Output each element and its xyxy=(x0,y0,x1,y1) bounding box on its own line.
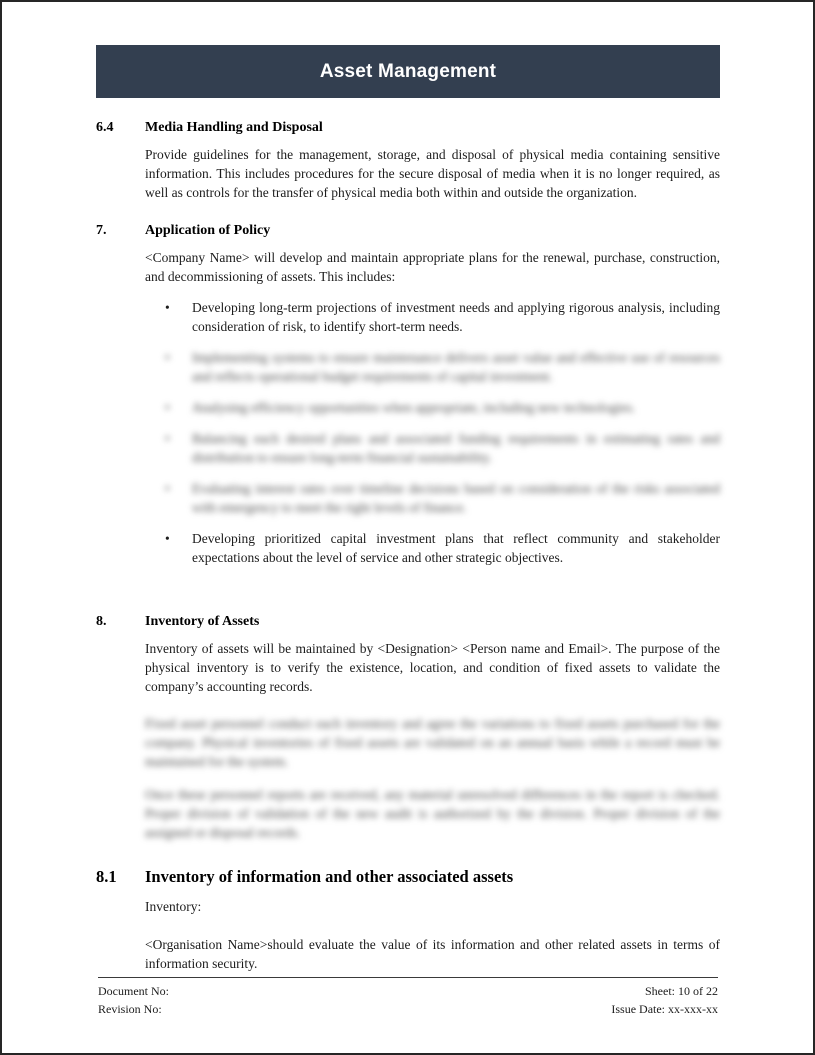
policy-bullet-list xyxy=(96,298,720,567)
section-heading xyxy=(96,118,720,137)
page-title: Asset Management xyxy=(319,60,497,82)
bullet-text-redacted: Balancing each desired plans and associated funding requirements in estimating rates and distribution to ensure long-term financial sustainability. xyxy=(192,431,720,465)
title-banner xyxy=(96,45,720,98)
section-inventory-of-information xyxy=(96,866,720,973)
bullet-icon: • xyxy=(165,481,170,496)
bullet-icon: • xyxy=(165,531,170,546)
section-media-handling xyxy=(96,118,720,202)
section-body: Inventory of assets will be maintained by <Designation> <Person name and Email>. The purpose of the physical inventory is to verify the existence, location, and condition of fixed assets to validate the company’s accounting records. xyxy=(145,641,720,694)
section-number: 6.4 xyxy=(96,120,114,135)
section-title: Inventory of Assets xyxy=(145,614,260,629)
revision-no-label: Revision No: xyxy=(98,1002,162,1016)
section-number: 8.1 xyxy=(96,867,117,886)
section-heading xyxy=(96,612,720,631)
footer-left xyxy=(98,982,169,1018)
redacted-paragraph: Once these personnel reports are received, any material unresolved differences in the report is checked. Proper division of validation of the new audit is authorized by the division. Proper division of the assigned or disposal records. xyxy=(145,787,720,840)
bullet-text: Developing prioritized capital investment plans that reflect community and stakeholder expectations about the level of service and other strategic objectives. xyxy=(192,531,720,565)
list-item xyxy=(165,298,720,336)
section-body: Provide guidelines for the management, storage, and disposal of physical media containing sensitive information. This includes procedures for the secure disposal of media when it is no longer required, as well as controls for the transfer of physical media both within and outside the organization. xyxy=(145,147,720,200)
section-title: Inventory of information and other associated assets xyxy=(145,867,514,886)
bullet-text-redacted: Evaluating interest rates over timeline decisions based on consideration of the risks associated with emergency to meet the right levels of finance. xyxy=(192,481,720,515)
sheet-number: Sheet: 10 of 22 xyxy=(645,984,718,998)
bullet-icon: • xyxy=(165,400,170,415)
section-title: Media Handling and Disposal xyxy=(145,120,323,135)
bullet-icon: • xyxy=(165,300,170,315)
list-item xyxy=(165,529,720,567)
section-title: Application of Policy xyxy=(145,223,271,238)
list-item-redacted xyxy=(165,429,720,467)
bullet-text-redacted: Implementing systems to ensure maintenance delivers asset value and effective use of resources and reflects operational budget requirements of capital investment. xyxy=(192,350,720,384)
section-body: <Organisation Name>should evaluate the value of its information and other related assets in terms of information security. xyxy=(145,937,720,971)
spacer xyxy=(96,567,720,593)
issue-date: Issue Date: xx-xxx-xx xyxy=(611,1002,718,1016)
inventory-label: Inventory: xyxy=(145,899,202,914)
list-item-redacted xyxy=(165,348,720,386)
list-item-redacted xyxy=(165,479,720,517)
bullet-text: Developing long-term projections of investment needs and applying rigorous analysis, including consideration of risk, to identify short-term needs. xyxy=(192,300,720,334)
footer-right xyxy=(611,982,718,1018)
list-item-redacted xyxy=(165,398,720,417)
bullet-text-redacted: Analysing efficiency opportunities when appropriate, including new technologies. xyxy=(192,400,636,415)
document-no-label: Document No: xyxy=(98,984,169,998)
page-footer xyxy=(98,977,718,1018)
spacer xyxy=(96,696,720,706)
bullet-icon: • xyxy=(165,431,170,446)
section-intro: <Company Name> will develop and maintain appropriate plans for the renewal, purchase, construction, and decommissioning of assets. This includes: xyxy=(145,250,720,284)
section-inventory-of-assets xyxy=(96,612,720,842)
section-number: 7. xyxy=(96,223,107,238)
section-application-of-policy xyxy=(96,221,720,567)
section-number: 8. xyxy=(96,614,107,629)
bullet-icon: • xyxy=(165,350,170,365)
redacted-paragraph: Fixed asset personnel conduct each inventory and agree the variations to fixed assets purchased for the company. Physical inventories of fixed assets are validated on an annual basis while a record must be maintained for the system. xyxy=(145,716,720,769)
section-heading xyxy=(96,221,720,240)
section-heading xyxy=(96,866,720,887)
page-content xyxy=(2,2,813,973)
